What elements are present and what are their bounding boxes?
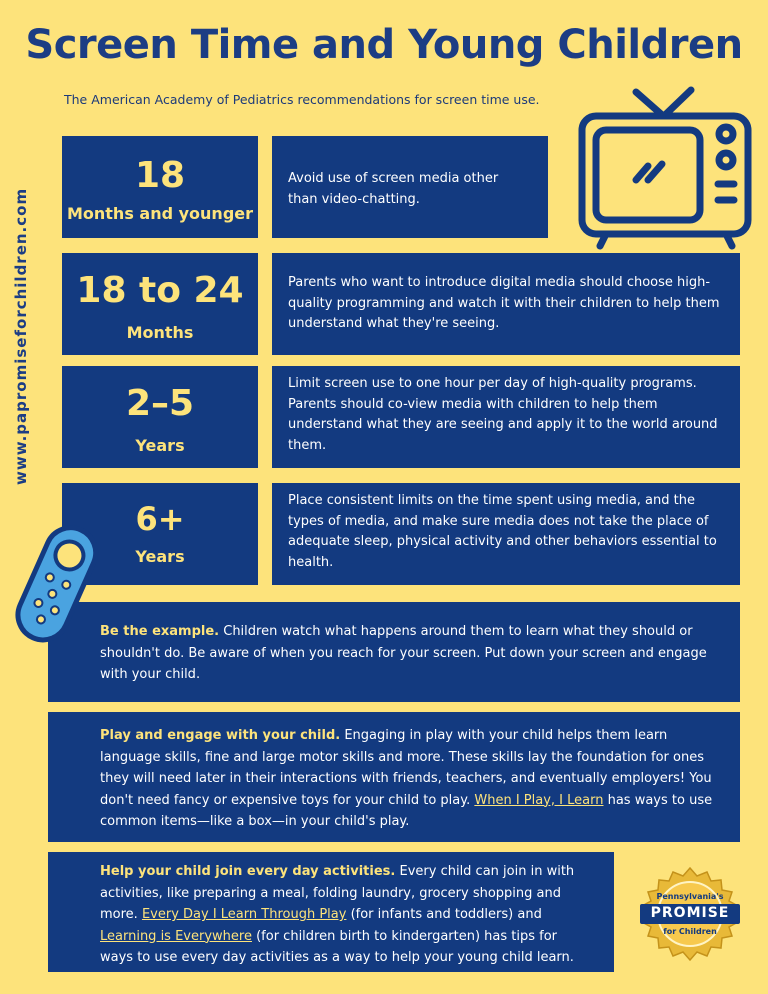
age-box-18-months [62, 136, 258, 238]
tip-text-after: has ways to use common items—like a box—in your child's play. [100, 792, 713, 829]
link-learning-is-everywhere[interactable]: Learning is Everywhere [100, 928, 252, 944]
age-number: 18 [134, 155, 186, 196]
promise-badge [630, 866, 750, 966]
tip-text: Every child can join in with activities, like preparing a meal, folding laundry, grocery shopping and more. [100, 864, 575, 922]
tv-icon [576, 84, 756, 250]
tip-heading: Help your child join every day activities. [100, 864, 396, 879]
badge-main-text: PROMISE [650, 905, 730, 921]
age-unit: Months and younger [66, 204, 254, 223]
tip-text-after: (for children birth to kindergarten) has tips for ways to use every day activities as a way to help your young child learn. [100, 928, 574, 965]
age-box-2-5-years [62, 366, 258, 468]
tip-text: Children watch what happens around them to learn what they should or shouldn't do. Be aware of when you reach for your screen. Put down your screen and engage with your child. [100, 624, 707, 682]
link-when-i-play-i-learn[interactable]: When I Play, I Learn [474, 792, 604, 808]
age-unit: Months [126, 323, 194, 342]
page-title: Screen Time and Young Children [25, 22, 743, 68]
badge-bottom-text: for Children [663, 927, 717, 936]
tip-play-and-engage [48, 712, 740, 842]
tip-heading: Be the example. [100, 624, 220, 639]
age-description-18-24-months: Parents who want to introduce digital media should choose high-quality programming and watch it with their children to help them understand what they're seeing. [272, 253, 740, 355]
age-number: 2–5 [125, 383, 195, 424]
remote-control-icon [10, 518, 100, 648]
age-unit: Years [135, 547, 185, 566]
tip-every-day-activities [48, 852, 614, 972]
age-description-6-plus-years: Place consistent limits on the time spent using media, and the types of media, and make sure media does not take the place of adequate sleep, physical activity and other behaviors essential to health. [272, 483, 740, 585]
age-box-18-24-months [62, 253, 258, 355]
page-subtitle: The American Academy of Pediatrics recommendations for screen time use. [64, 92, 540, 107]
age-number: 18 to 24 [76, 270, 244, 311]
tip-text-mid: (for infants and toddlers) and [346, 907, 542, 922]
badge-top-text: Pennsylvania's [656, 892, 724, 901]
age-description-2-5-years: Limit screen use to one hour per day of high-quality programs. Parents should co-view media with children to help them understand what they are seeing and apply it to the world around them. [272, 366, 740, 468]
link-every-day-i-learn-through-play[interactable]: Every Day I Learn Through Play [141, 907, 347, 922]
website-url[interactable]: www.papromiseforchildren.com [12, 187, 30, 485]
tip-text: Engaging in play with your child helps them learn language skills, fine and large motor skills and more. These skills lay the foundation for ones they will need later in their interactions with friends, teachers, and eventually employers! You don't need fancy or expensive toys for your child to play. [100, 728, 712, 808]
tip-heading: Play and engage with your child. [100, 728, 341, 743]
age-description-18-months: Avoid use of screen media other than video-chatting. [272, 136, 548, 238]
age-number: 6+ [135, 500, 185, 538]
tip-be-the-example [48, 602, 740, 702]
age-unit: Years [135, 436, 185, 455]
